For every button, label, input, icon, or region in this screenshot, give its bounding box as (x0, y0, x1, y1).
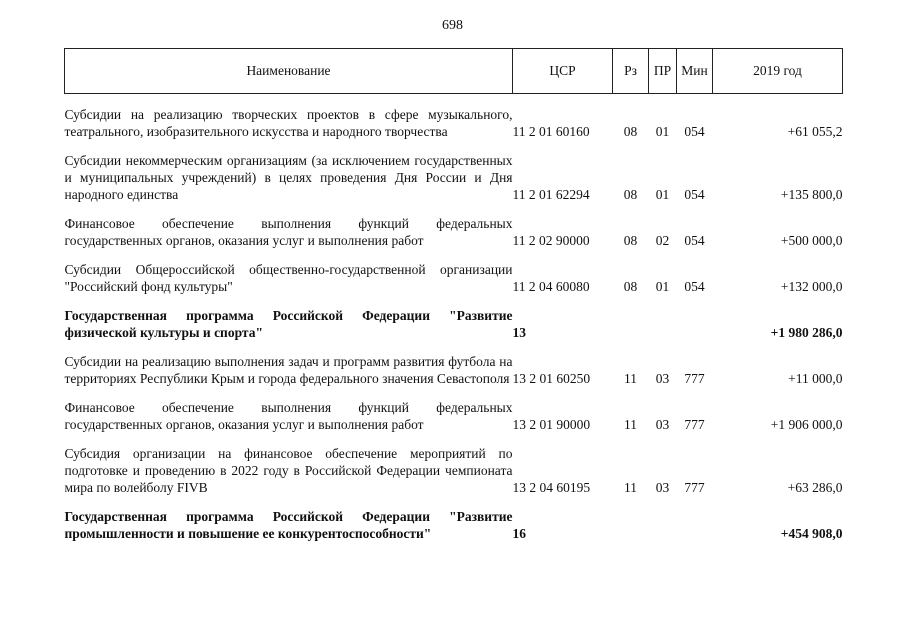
page-number: 698 (442, 18, 463, 33)
cell-rz: 08 (623, 187, 638, 202)
cell-min: 054 (684, 187, 705, 202)
cell-pr: 03 (655, 480, 670, 495)
header-pr: ПР (649, 49, 677, 94)
cell-amount: +11 000,0 (788, 371, 843, 386)
cell-pr: 01 (655, 279, 670, 294)
header-csr: ЦСР (513, 49, 613, 94)
cell-min: 054 (684, 279, 705, 294)
cell-csr: 11 2 01 62294 (512, 187, 590, 202)
cell-min (677, 496, 713, 542)
table-row (65, 341, 843, 387)
table-row-program (65, 496, 843, 542)
cell-rz: 11 (624, 371, 637, 386)
cell-name: Субсидии некоммерческим организациям (за исключением государственных и муниципальных учреждений) в целях проведения Дня России и Дня народного единства (64, 153, 513, 202)
table-row (65, 249, 843, 295)
table-row-program (65, 295, 843, 341)
cell-name: Субсидии Общероссийской общественно-государственной организации "Российский фонд культуры" (64, 262, 513, 294)
cell-pr: 03 (655, 371, 670, 386)
header-min: Мин (677, 49, 713, 94)
cell-csr: 11 2 04 60080 (512, 279, 590, 294)
cell-amount: +454 908,0 (780, 526, 843, 541)
cell-amount: +500 000,0 (780, 233, 843, 248)
cell-min: 054 (684, 233, 705, 248)
cell-amount: +1 980 286,0 (770, 325, 843, 340)
cell-csr: 13 2 01 60250 (512, 371, 591, 386)
cell-min: 777 (684, 371, 705, 386)
cell-rz: 08 (623, 233, 638, 248)
cell-pr: 01 (655, 187, 670, 202)
cell-csr: 13 2 01 90000 (512, 417, 591, 432)
cell-csr: 11 2 01 60160 (512, 124, 590, 139)
table-header-row (65, 49, 843, 94)
cell-csr: 11 2 02 90000 (512, 233, 590, 248)
cell-rz: 11 (624, 480, 637, 495)
cell-rz: 11 (624, 417, 637, 432)
cell-name: Субсидии на реализацию выполнения задач и программ развития футбола на территориях Республики Крым и города федерального значения Севастополя (64, 354, 513, 386)
cell-rz: 08 (623, 124, 638, 139)
cell-pr (649, 496, 677, 542)
cell-name: Финансовое обеспечение выполнения функций федеральных государственных органов, оказания услуг и выполнения работ (64, 400, 513, 432)
cell-csr: 13 2 04 60195 (512, 480, 591, 495)
cell-pr: 01 (655, 124, 670, 139)
table-body (65, 94, 843, 543)
header-name: Наименование (65, 49, 513, 94)
cell-rz (613, 496, 649, 542)
cell-name: Субсидия организации на финансовое обеспечение мероприятий по подготовке и проведению в 2022 году в Российской Федерации чемпионата мира по волейболу FIVB (64, 446, 513, 495)
budget-table (64, 48, 843, 542)
cell-name: Государственная программа Российской Федерации "Развитие промышленности и повышение ее конкурентоспособности" (64, 509, 513, 541)
cell-rz: 08 (623, 279, 638, 294)
cell-pr (649, 295, 677, 341)
cell-csr: 13 (512, 325, 526, 340)
cell-name: Финансовое обеспечение выполнения функций федеральных государственных органов, оказания услуг и выполнения работ (64, 216, 513, 248)
cell-pr: 02 (655, 233, 670, 248)
cell-csr: 16 (512, 526, 526, 541)
cell-min: 777 (684, 480, 705, 495)
table-row (65, 387, 843, 433)
table-row (65, 433, 843, 496)
cell-name: Государственная программа Российской Федерации "Развитие физической культуры и спорта" (64, 308, 513, 340)
cell-amount: +63 286,0 (787, 480, 843, 495)
cell-pr: 03 (655, 417, 670, 432)
table-row (65, 203, 843, 249)
header-rz: Рз (613, 49, 649, 94)
cell-amount: +1 906 000,0 (770, 417, 843, 432)
cell-amount: +132 000,0 (780, 279, 843, 294)
cell-amount: +61 055,2 (787, 124, 843, 139)
header-year: 2019 год (713, 49, 843, 94)
cell-min: 054 (684, 124, 705, 139)
cell-name: Субсидии на реализацию творческих проектов в сфере музыкального, театрального, изобразительного искусства и народного творчества (64, 107, 513, 139)
table-row (65, 140, 843, 203)
cell-amount: +135 800,0 (780, 187, 843, 202)
cell-min: 777 (684, 417, 705, 432)
cell-min (677, 295, 713, 341)
table-row (65, 94, 843, 141)
cell-rz (613, 295, 649, 341)
